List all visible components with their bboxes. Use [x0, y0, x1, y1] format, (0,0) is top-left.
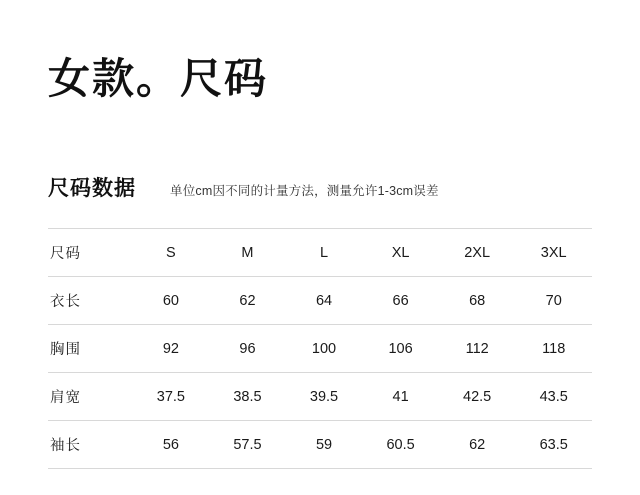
cell-bust-l: 100 [286, 325, 363, 373]
table-row [48, 373, 592, 421]
cell-bust-s: 92 [133, 325, 210, 373]
column-header-2xl: 2XL [439, 229, 516, 277]
cell-sleeve-2xl: 62 [439, 421, 516, 469]
cell-sleeve-s: 56 [133, 421, 210, 469]
cell-shoulder-s: 37.5 [133, 373, 210, 421]
cell-bust-2xl: 112 [439, 325, 516, 373]
page-title: 女款。尺码 [48, 55, 269, 102]
cell-sleeve-xl: 60.5 [362, 421, 439, 469]
table-row [48, 325, 592, 373]
size-table [48, 228, 592, 469]
table-row [48, 421, 592, 469]
table-header-row [48, 229, 592, 277]
cell-sleeve-l: 59 [286, 421, 363, 469]
column-header-l: L [286, 229, 363, 277]
cell-shoulder-m: 38.5 [209, 373, 286, 421]
cell-shoulder-xl: 41 [362, 373, 439, 421]
cell-shoulder-l: 39.5 [286, 373, 363, 421]
section-header [48, 172, 592, 202]
cell-bust-3xl: 118 [515, 325, 592, 373]
cell-length-xl: 66 [362, 277, 439, 325]
column-header-3xl: 3XL [515, 229, 592, 277]
cell-length-2xl: 68 [439, 277, 516, 325]
cell-shoulder-3xl: 43.5 [515, 373, 592, 421]
cell-shoulder-2xl: 42.5 [439, 373, 516, 421]
column-header-s: S [133, 229, 210, 277]
cell-length-s: 60 [133, 277, 210, 325]
cell-bust-xl: 106 [362, 325, 439, 373]
cell-length-3xl: 70 [515, 277, 592, 325]
column-header-xl: XL [362, 229, 439, 277]
row-label-bust: 胸围 [48, 325, 133, 373]
column-header-size: 尺码 [48, 229, 133, 277]
table-row [48, 277, 592, 325]
cell-length-m: 62 [209, 277, 286, 325]
cell-sleeve-m: 57.5 [209, 421, 286, 469]
cell-bust-m: 96 [209, 325, 286, 373]
column-header-m: M [209, 229, 286, 277]
row-label-sleeve: 袖长 [48, 421, 133, 469]
measurement-note: 单位cm因不同的计量方法，测量允许1-3cm误差 [170, 184, 439, 198]
cell-length-l: 64 [286, 277, 363, 325]
row-label-length: 衣长 [48, 277, 133, 325]
section-title: 尺码数据 [48, 177, 136, 200]
row-label-shoulder: 肩宽 [48, 373, 133, 421]
cell-sleeve-3xl: 63.5 [515, 421, 592, 469]
